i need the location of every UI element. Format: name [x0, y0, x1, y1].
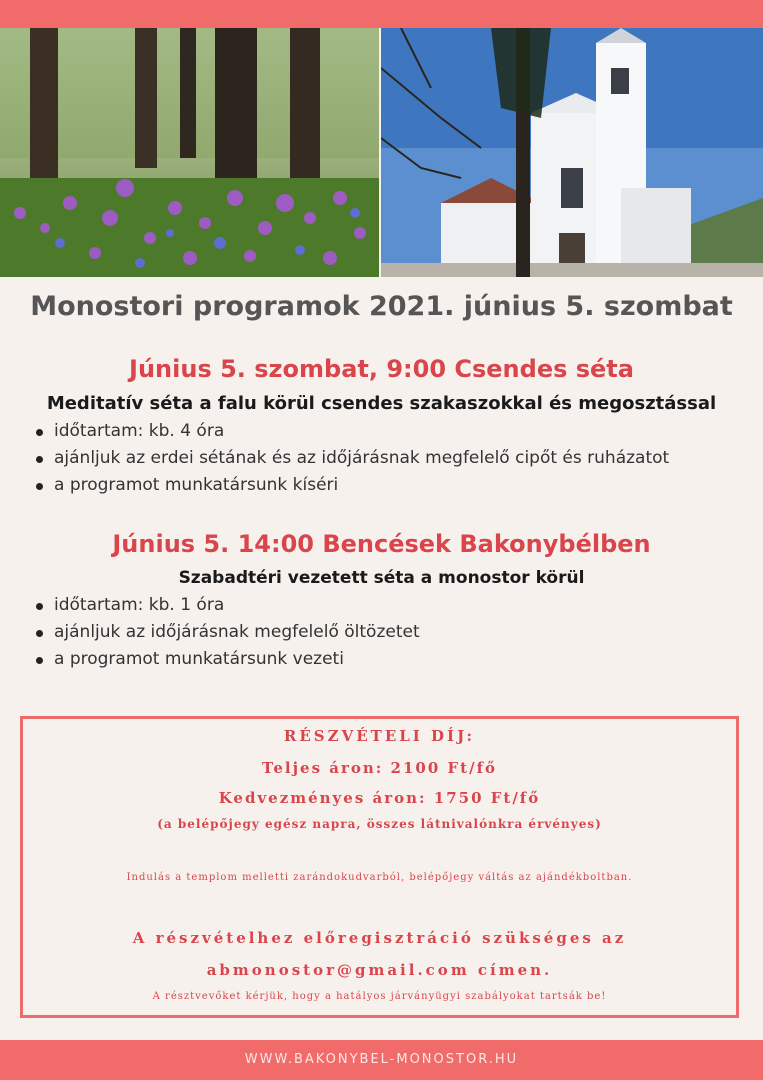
- page-title: Monostori programok 2021. június 5. szombat: [30, 291, 733, 322]
- event-2-heading: Június 5. 14:00 Bencések Bakonybélben: [112, 530, 651, 558]
- bullet-item: a programot munkatársunk kíséri: [36, 472, 669, 499]
- event-2-bullet-list: [36, 592, 420, 673]
- bullet-item: ajánljuk az erdei sétának és az időjárásnak megfelelő cipőt és ruházatot: [36, 445, 669, 472]
- event-1-subtitle: Meditatív séta a falu körül csendes szakaszokkal és megosztással: [46, 393, 717, 414]
- event-1-heading: Június 5. szombat, 9:00 Csendes séta: [129, 355, 634, 383]
- bullet-item: időtartam: kb. 4 óra: [36, 418, 669, 445]
- website-link[interactable]: WWW.BAKONYBEL-MONOSTOR.HU: [244, 1052, 519, 1067]
- fee-heading: RÉSZVÉTELI DÍJ:: [283, 727, 476, 745]
- fee-full-price: Teljes áron: 2100 Ft/fő: [261, 759, 498, 777]
- fee-discount-price: Kedvezményes áron: 1750 Ft/fő: [218, 789, 541, 807]
- registration-line-1: A részvételhez előregisztráció szükséges az: [132, 929, 627, 947]
- photo-flower-forest: [0, 28, 379, 277]
- fee-note: (a belépőjegy egész napra, összes látnivalónkra érvényes): [157, 817, 602, 831]
- top-accent-bar: [0, 0, 763, 28]
- bullet-item: időtartam: kb. 1 óra: [36, 592, 420, 619]
- bullet-item: ajánljuk az időjárásnak megfelelő öltözetet: [36, 619, 420, 646]
- fee-info-box: [20, 716, 739, 1018]
- departure-info: Indulás a templom melletti zarándokudvarból, belépőjegy váltás az ajándékboltban.: [126, 872, 633, 883]
- photo-abbey-church: [381, 28, 763, 277]
- health-rules-note: A résztvevőket kérjük, hogy a hatályos járványügyi szabályokat tartsák be!: [152, 991, 607, 1002]
- registration-email: abmonostor@gmail.com címen.: [206, 961, 553, 979]
- event-2-subtitle: Szabadtéri vezetett séta a monostor körül: [178, 568, 585, 588]
- event-1-bullet-list: [36, 418, 669, 499]
- footer-bar: [0, 1040, 763, 1080]
- bullet-item: a programot munkatársunk vezeti: [36, 646, 420, 673]
